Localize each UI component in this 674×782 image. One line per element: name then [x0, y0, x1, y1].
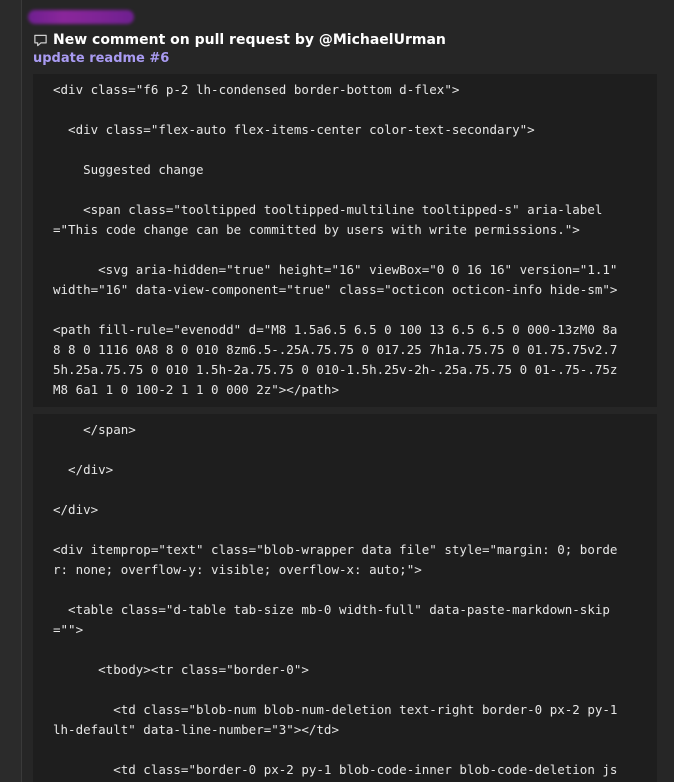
code-line: <span class="tooltipped tooltipped-multiline tooltipped-s" aria-label: [53, 202, 603, 217]
code-line: <td class="border-0 px-2 py-1 blob-code-inner blob-code-deletion js: [53, 762, 618, 777]
pull-request-link[interactable]: update readme #6: [33, 51, 170, 66]
code-line: r: none; overflow-y: visible; overflow-x: auto;">: [53, 562, 422, 577]
code-line: 8 8 0 1116 0A8 8 0 010 8zm6.5-.25A.75.75 0 017.25 7h1a.75.75 0 01.75.75v2.7: [53, 342, 618, 357]
code-line: 5h.25a.75.75 0 010 1.5h-2a.75.75 0 010-1.5h.25v-2h-.25a.75.75 0 01-.75-.75z: [53, 362, 618, 377]
code-line: ="This code change can be committed by users with write permissions.">: [53, 222, 580, 237]
code-line: </div>: [53, 502, 99, 517]
notification-title: New comment on pull request by @MichaelUrman: [53, 32, 446, 48]
code-line: Suggested change: [53, 162, 204, 177]
code-line: <div class="flex-auto flex-items-center color-text-secondary">: [53, 122, 535, 137]
code-line: </span>: [53, 422, 136, 437]
redacted-repo-name: [28, 10, 134, 24]
code-line: <div class="f6 p-2 lh-condensed border-bottom d-flex">: [53, 82, 460, 97]
notification-header: [33, 31, 446, 49]
code-snippet-2: [33, 414, 657, 782]
code-line: ="">: [53, 622, 84, 637]
code-line: width="16" data-view-component="true" class="octicon octicon-info hide-sm">: [53, 282, 618, 297]
code-line: <tbody><tr class="border-0">: [53, 662, 309, 677]
code-snippet-1: [33, 74, 657, 407]
code-line: <table class="d-table tab-size mb-0 width-full" data-paste-markdown-skip: [53, 602, 610, 617]
code-line: lh-default" data-line-number="3"></td>: [53, 722, 339, 737]
code-line: <div itemprop="text" class="blob-wrapper data file" style="margin: 0; borde: [53, 542, 618, 557]
code-line: <svg aria-hidden="true" height="16" viewBox="0 0 16 16" version="1.1": [53, 262, 618, 277]
code-line: <path fill-rule="evenodd" d="M8 1.5a6.5 6.5 0 100 13 6.5 6.5 0 000-13zM0 8a: [53, 322, 618, 337]
comment-icon: [33, 33, 48, 48]
code-line: </div>: [53, 462, 114, 477]
code-line: <td class="blob-num blob-num-deletion text-right border-0 px-2 py-1: [53, 702, 618, 717]
code-line: M8 6a1 1 0 100-2 1 1 0 000 2z"></path>: [53, 382, 339, 397]
